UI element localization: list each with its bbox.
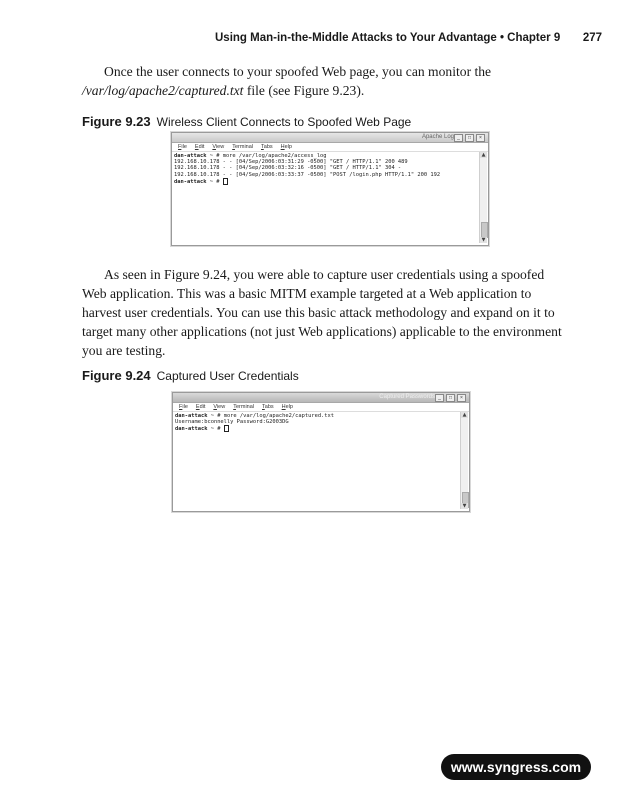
- scroll-up-icon[interactable]: ▲: [462, 412, 467, 418]
- scroll-down-icon[interactable]: ▼: [462, 503, 467, 509]
- command-text: ~ # more /var/log/apache2/captured.txt: [207, 413, 335, 419]
- log-file-path: /var/log/apache2/captured.txt: [82, 83, 244, 98]
- paragraph1-text-after: file (see Figure 9.23).: [243, 83, 365, 98]
- command-text: ~ #: [206, 178, 223, 185]
- close-icon[interactable]: ×: [476, 134, 485, 142]
- window-title: Captured Passwords: [379, 394, 435, 400]
- scroll-thumb[interactable]: [481, 222, 488, 238]
- menu-file[interactable]: File: [179, 404, 188, 410]
- menu-view[interactable]: View: [213, 404, 226, 410]
- menu-tabs[interactable]: Tabs: [262, 404, 274, 410]
- figure-number: Figure 9.24: [82, 368, 151, 383]
- shell-prompt: dan-attack: [174, 178, 207, 185]
- menu-view[interactable]: View: [212, 144, 225, 150]
- terminal-line: 192.168.10.178 - - [04/Sep/2006:03:33:37 -0500] "POST /login.php HTTP/1.1" 200 192: [174, 171, 441, 178]
- figure-9-24-caption: [82, 368, 299, 383]
- vertical-scrollbar[interactable]: [460, 412, 468, 509]
- command-text: ~ # more /var/log/apache2/access_log: [206, 153, 327, 159]
- terminal-line: [174, 178, 478, 185]
- maximize-icon[interactable]: □: [446, 394, 455, 402]
- menu-bar: [172, 143, 488, 152]
- figure-9-23-caption: [82, 114, 411, 129]
- menu-bar: [173, 403, 469, 412]
- publisher-url-badge[interactable]: www.syngress.com: [441, 754, 591, 780]
- menu-help[interactable]: Help: [281, 404, 293, 410]
- menu-edit[interactable]: Edit: [194, 144, 205, 150]
- terminal-output[interactable]: [175, 413, 459, 433]
- figure-number: Figure 9.23: [82, 114, 151, 129]
- chapter-title: Using Man-in-the-Middle Attacks to Your Advantage • Chapter 9: [215, 32, 561, 44]
- text-cursor: [224, 425, 229, 432]
- terminal-line: 192.168.10.178 - - [04/Sep/2006:03:32:16 -0500] "GET / HTTP/1.1" 304 -: [174, 165, 402, 172]
- menu-file[interactable]: File: [178, 144, 187, 150]
- shell-prompt: dan-attack: [174, 153, 207, 159]
- terminal-output[interactable]: [174, 153, 478, 185]
- menu-help[interactable]: Help: [280, 144, 292, 150]
- terminal-line: Username:bconnelly Password:G2003DG: [175, 419, 289, 426]
- window-titlebar: [172, 133, 488, 143]
- scroll-up-icon[interactable]: ▲: [481, 152, 486, 158]
- figure-caption-text: Captured User Credentials: [156, 369, 299, 383]
- window-title: Apache Log: [421, 134, 454, 140]
- menu-terminal[interactable]: Terminal: [233, 404, 255, 410]
- shell-prompt: dan-attack: [175, 426, 208, 433]
- terminal-window-captured-passwords: [172, 392, 470, 512]
- paragraph1-text-before: Once the user connects to your spoofed Web page, you can monitor the: [104, 64, 492, 79]
- menu-edit[interactable]: Edit: [195, 404, 206, 410]
- menu-terminal[interactable]: Terminal: [232, 144, 254, 150]
- command-text: ~ #: [207, 426, 224, 433]
- terminal-window-apache-log: [171, 132, 489, 246]
- figure-caption-text: Wireless Client Connects to Spoofed Web Page: [156, 115, 412, 129]
- scroll-down-icon[interactable]: ▼: [481, 237, 486, 243]
- window-titlebar: [173, 393, 469, 403]
- running-header: [0, 32, 620, 50]
- paragraph-monitor-log: [82, 62, 564, 100]
- text-cursor: [223, 178, 228, 185]
- vertical-scrollbar[interactable]: [479, 152, 487, 243]
- terminal-line: [175, 425, 459, 432]
- shell-prompt: dan-attack: [175, 413, 208, 419]
- minimize-icon[interactable]: _: [454, 134, 463, 142]
- close-icon[interactable]: ×: [457, 394, 466, 402]
- minimize-icon[interactable]: _: [435, 394, 444, 402]
- paragraph-captured-credentials: As seen in Figure 9.24, you were able to capture user credentials using a spoofed Web application. This was a basic MITM example targeted at a Web application to harvest user credentials. You can use this basic attack methodology and expand on it to target many other applications (not just Web applications) applicable to the environment you are testing.: [82, 267, 562, 358]
- menu-tabs[interactable]: Tabs: [261, 144, 273, 150]
- maximize-icon[interactable]: □: [465, 134, 474, 142]
- page-number: 277: [582, 32, 602, 44]
- terminal-line: 192.168.10.178 - - [04/Sep/2006:03:31:29 -0500] "GET / HTTP/1.1" 200 489: [174, 159, 408, 166]
